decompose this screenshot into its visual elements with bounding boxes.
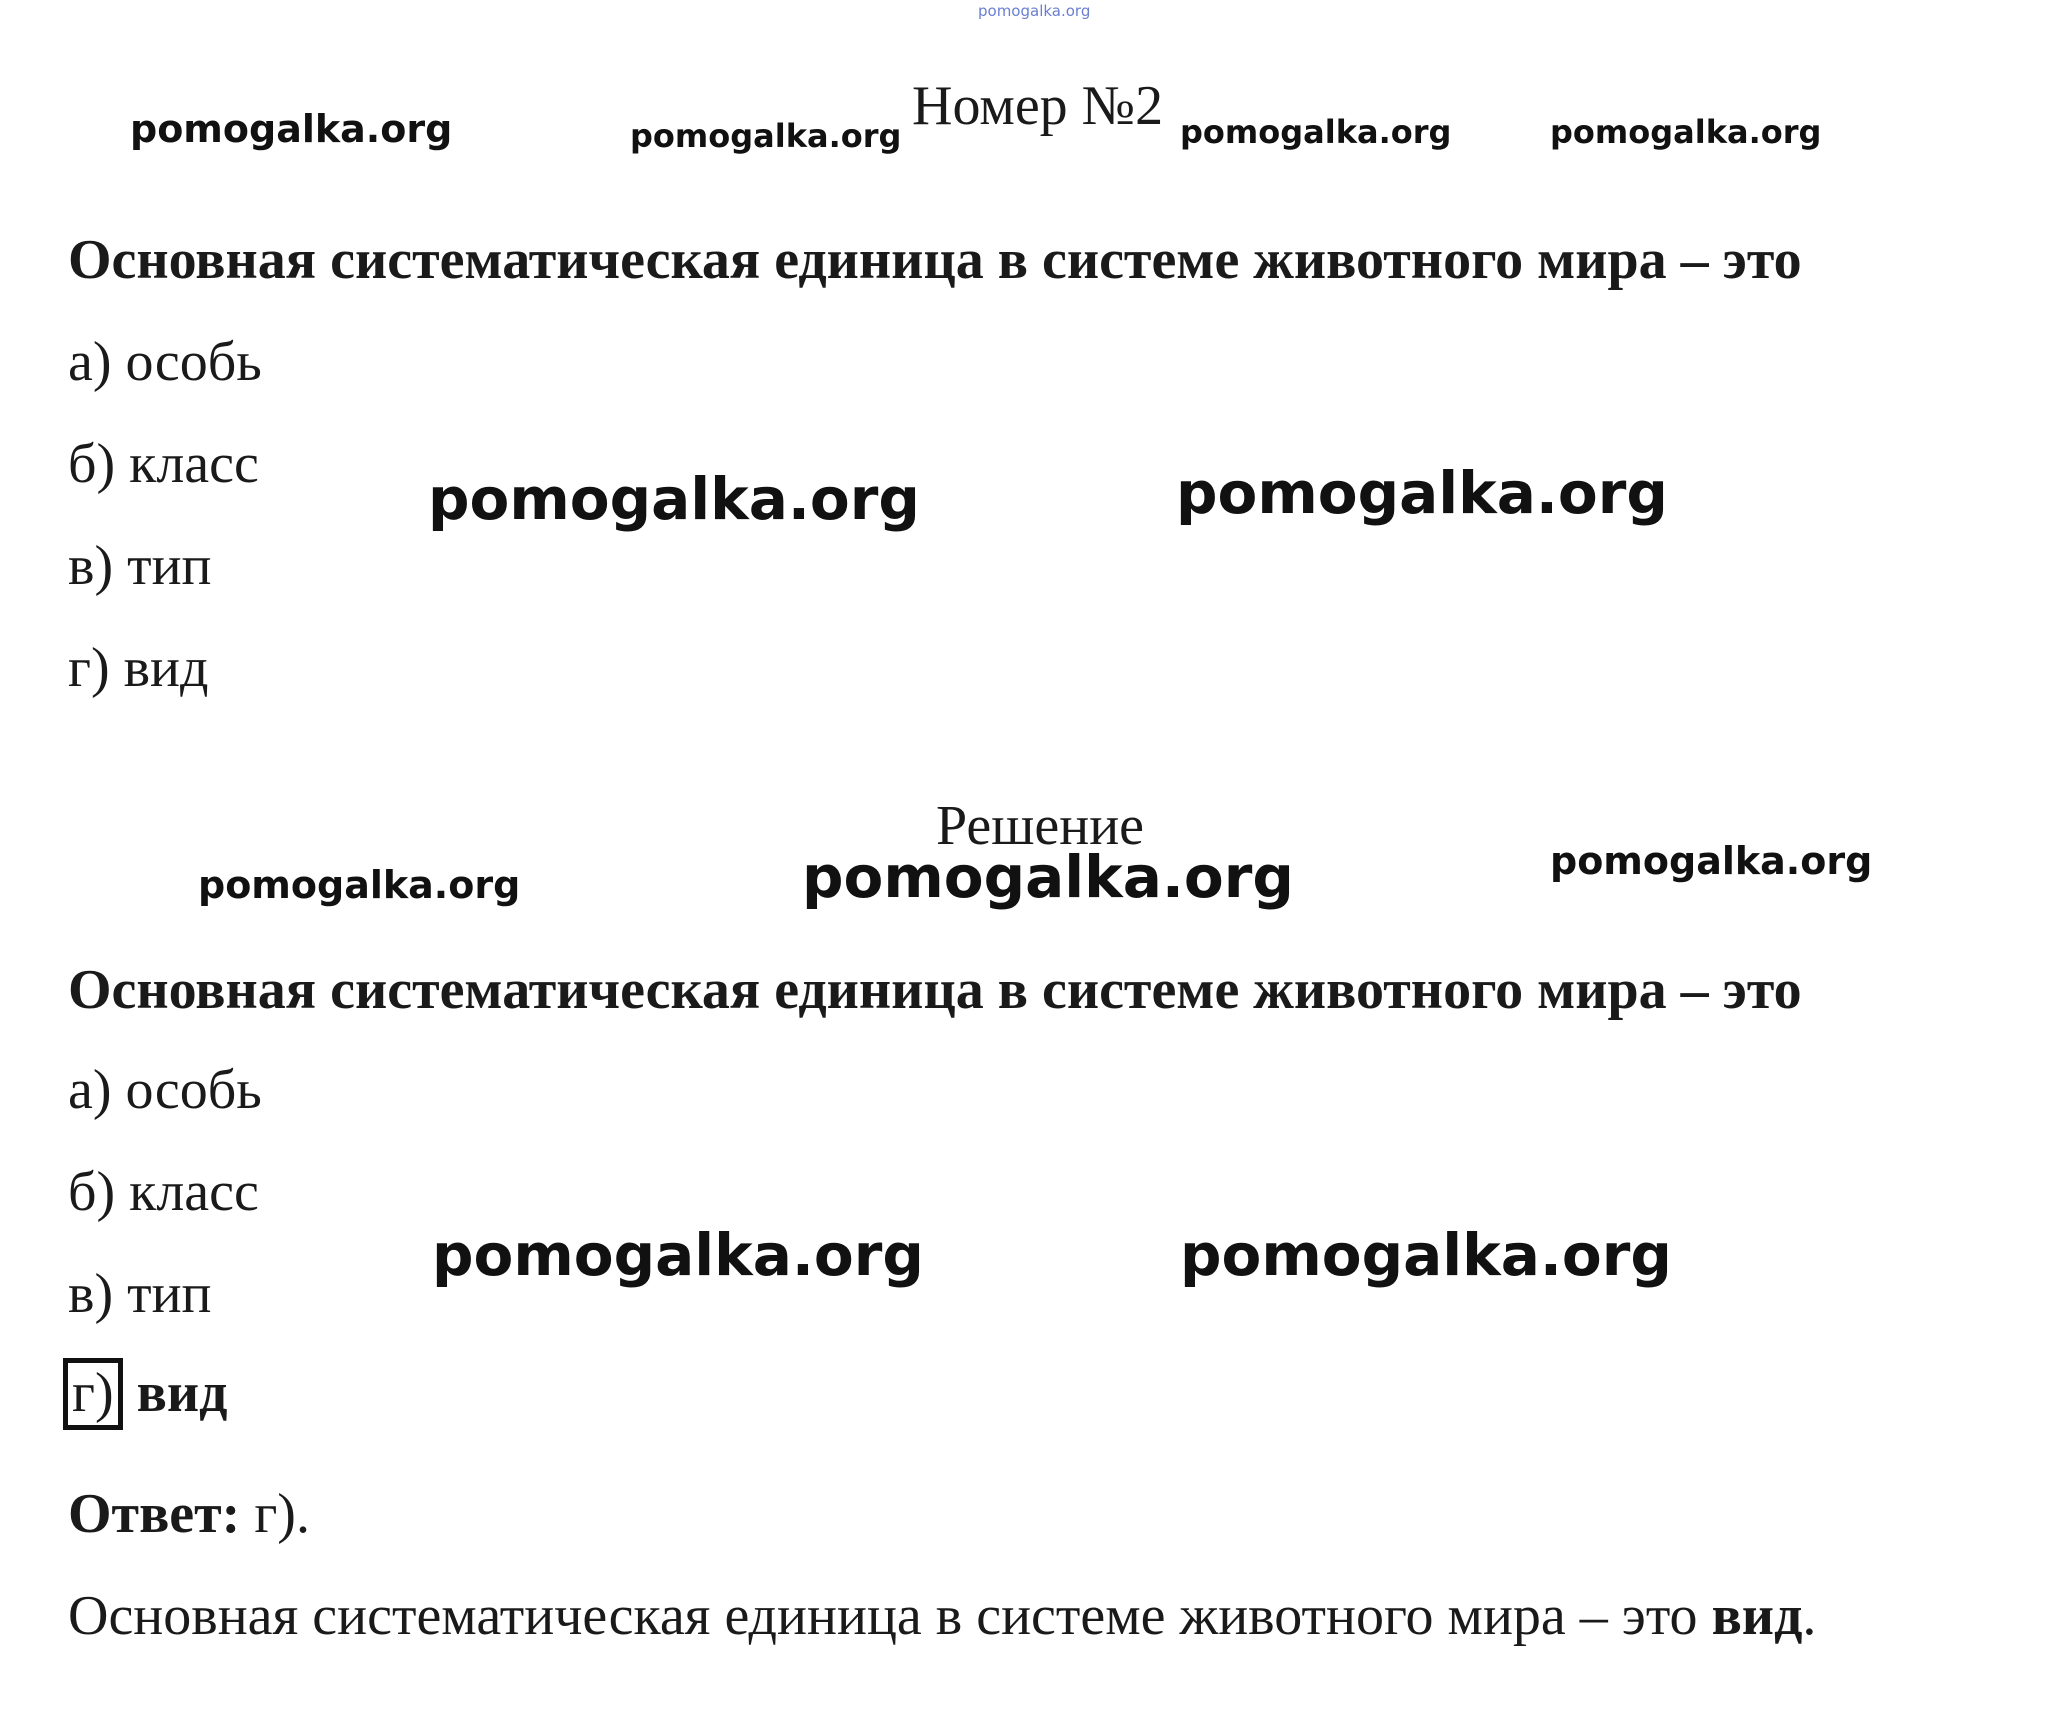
- solution-question: Основная систематическая единица в системе животного мира – это: [68, 959, 1802, 1021]
- watermark: pomogalka.org: [1180, 1221, 1672, 1289]
- solution-option-a: а) особь: [68, 1059, 262, 1121]
- page-title: Номер №2: [912, 75, 1164, 137]
- conclusion-line: [68, 1585, 1817, 1647]
- selected-letter-box: г): [63, 1358, 123, 1430]
- solution-option-v: в) тип: [68, 1263, 212, 1325]
- answer-label: Ответ:: [68, 1483, 241, 1545]
- watermark-top: pomogalka.org: [978, 2, 1091, 20]
- watermark: pomogalka.org: [630, 117, 902, 155]
- conclusion-text: Основная систематическая единица в системе животного мира – это: [68, 1585, 1712, 1647]
- task-option-a: а) особь: [68, 331, 262, 393]
- watermark: pomogalka.org: [1550, 839, 1873, 883]
- watermark: pomogalka.org: [802, 843, 1294, 911]
- answer-line: [68, 1483, 310, 1545]
- watermark: pomogalka.org: [428, 465, 920, 533]
- watermark: pomogalka.org: [198, 863, 521, 907]
- watermark: pomogalka.org: [432, 1221, 924, 1289]
- task-question: Основная систематическая единица в системе животного мира – это: [68, 229, 1802, 291]
- answer-value: г).: [240, 1483, 310, 1545]
- watermark: pomogalka.org: [1176, 459, 1668, 527]
- conclusion-end: .: [1802, 1585, 1817, 1647]
- conclusion-bold: вид: [1711, 1585, 1803, 1647]
- watermark: pomogalka.org: [1550, 113, 1822, 151]
- solution-option-b: б) класс: [68, 1161, 259, 1223]
- watermark: pomogalka.org: [1180, 113, 1452, 151]
- task-option-v: в) тип: [68, 535, 212, 597]
- watermark: pomogalka.org: [130, 107, 453, 151]
- solution-heading: Решение: [936, 795, 1145, 857]
- selected-word: вид: [136, 1362, 228, 1424]
- task-option-b: б) класс: [68, 433, 259, 495]
- solution-selected-option: [68, 1358, 227, 1430]
- task-option-g: г) вид: [68, 637, 209, 699]
